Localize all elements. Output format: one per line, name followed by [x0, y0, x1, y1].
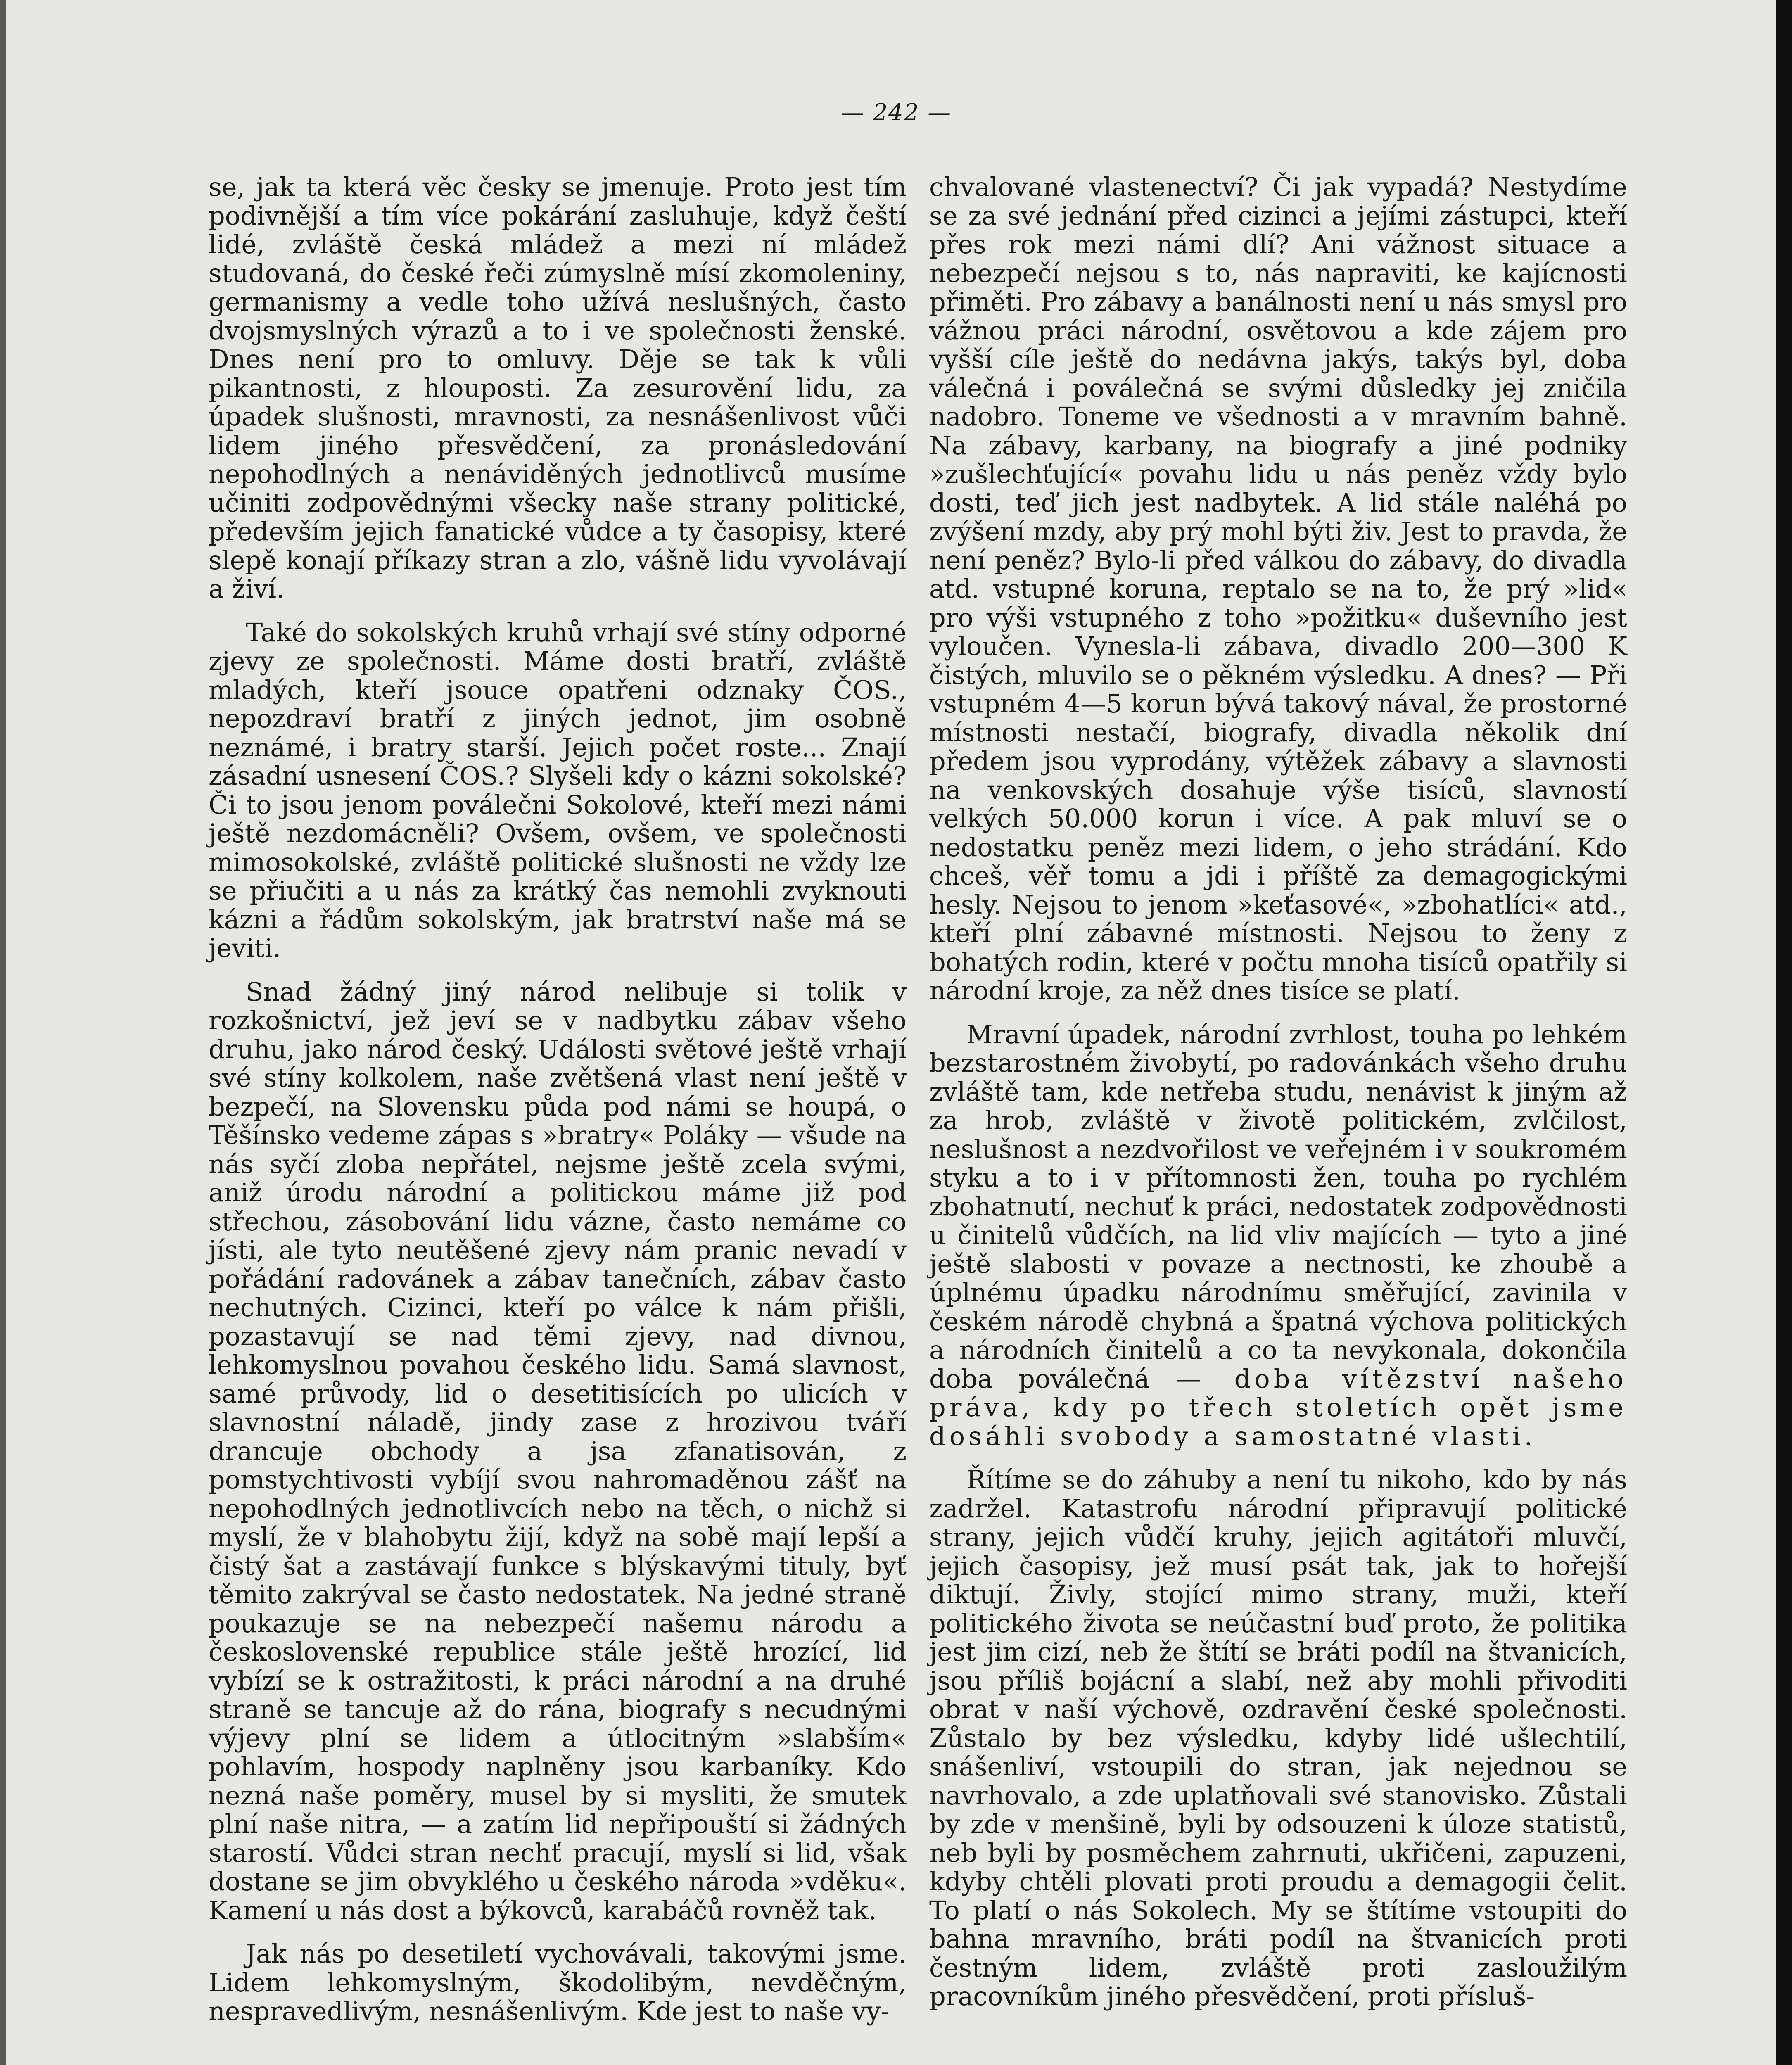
paragraph: Jak nás po desetiletí vychovávali, takovými jsme. Lidem lehkomyslným, škodolibým, nevděčným, nespravedlivým, nesnášenlivým. Kde jest to naše vy-	[209, 1939, 907, 2026]
page-number: — 242 —	[840, 99, 952, 126]
left-column	[209, 173, 907, 2026]
paragraph: chvalované vlastenectví? Či jak vypadá? Nestydíme se za své jednání před cizinci a jejími zástupci, kteří přes rok mezi námi dlí? Ani vážnost situace a nebezpečí nejsou s to, nás napraviti, ke kajícnosti přiměti. Pro zábavy a banálnosti není u nás smysl pro vážnou práci národní, osvětovou a kde zájem pro vyšší cíle ještě do nedávna jakýs, takýs byl, doba válečná i poválečná se svými důsledky jej zničila nadobro. Toneme ve všednosti a v mravním bahně. Na zábavy, karbany, na biografy a jiné podniky »zušlechťující« povahu lidu u nás peněz vždy bylo dosti, teď jich jest nadbytek. A lid stále naléhá po zvýšení mzdy, aby prý mohl býti živ. Jest to pravda, že není peněz? Bylo-li před válkou do zábavy, do divadla atd. vstupné koruna, reptalo se na to, že prý »lid« pro výši vstupného z toho »požitku« duševního jest vyloučen. Vynesla-li zábava, divadlo 200—300 K čistých, mluvilo se o pěkném výsledku. A dnes? — Při vstupném 4—5 korun bývá takový nával, že prostorné místnosti nestačí, biografy, divadla několik dní předem jsou vyprodány, výtěžek zábavy a slavnosti na venkovských dosahuje výše tisíců, slavností velkých 50.000 korun i více. A pak mluví se o nedostatku peněz mezi lidem, o jeho strádání. Kdo chceš, věř tomu a jdi i příště za demagogickými hesly. Nejsou to jenom »keťasové«, »zbohatlíci« atd., kteří plní zábavné místnosti. Nejsou to ženy z bohatých rodin, které v počtu mnoha tisíců opatřily si národní kroje, za něž dnes tisíce se platí.	[929, 172, 1627, 1006]
paragraph: Také do sokolských kruhů vrhají své stíny odporné zjevy ze společnosti. Máme dosti bratří, zvláště mladých, kteří jsouce opatřeni odznaky ČOS., nepozdraví bratří z jiných jednot, jim osobně neznámé, i bratry starší. Jejich počet roste... Znají zásadní usnesení ČOS.? Slyšeli kdy o kázni sokolské? Či to jsou jenom poválečni Sokolové, kteří mezi námi ještě nezdomácněli? Ovšem, ovšem, ve společnosti mimosokolské, zvláště politické slušnosti ne vždy lze se přiučiti a u nás za krátký čas nemohli zvyknouti kázni a řádům sokolským, jak bratrství naše má se jeviti.	[209, 617, 907, 963]
paragraph-text: Mravní úpadek, národní zvrhlost, touha po lehkém bezstarostném živobytí, po radovánkách všeho druhu zvláště tam, kde netřeba studu, nenávist k jiným až za hrob, zvláště v životě politickém, zvlčilost, neslušnost a nezdvořilost ve veřejném i v soukromém styku a to i v přítomnosti žen, touha po rychlém zbohatnutí, nechuť k práci, nedostatek zodpovědnosti u činitelů vůdčích, na lid vliv majících — tyto a jiné ještě slabosti v povaze a nectnosti, ke zhoubě a úplnému úpadku národnímu směřující, zavinila v českém národě chybná a špatná výchova politických a národních činitelů a co ta nevykonala, dokončila doba poválečná	[929, 1019, 1627, 1394]
spaced-emphasis: — doba vítězství našeho práva, kdy po třech stoletích opět jsme dosáhli svobody a samostatné vlasti.	[929, 1363, 1627, 1451]
paragraph: se, jak ta která věc česky se jmenuje. Proto jest tím podivnější a tím více pokárání zasluhuje, když čeští lidé, zvláště česká mládež a mezi ní mládež studovaná, do české řeči zúmyslně mísí zkomoleniny, germanismy a vedle toho užívá neslušných, často dvojsmyslných výrazů a to i ve společnosti ženské. Dnes není pro to omluvy. Děje se tak k vůli pikantnosti, z hlouposti. Za zesurovění lidu, za úpadek slušnosti, mravnosti, za nesnášenlivost vůči lidem jiného přesvědčení, za pronásledování nepohodlných a nenáviděných jednotlivců musíme učiniti zodpovědnými všecky naše strany politické, především jejich fanatické vůdce a ty časopisy, které slepě konají příkazy stran a zlo, vášně lidu vyvolávají a živí.	[209, 172, 907, 604]
right-column	[929, 173, 1627, 2011]
paragraph	[929, 1020, 1627, 1451]
paragraph: Řítíme se do záhuby a není tu nikoho, kdo by nás zadržel. Katastrofu národní připravují politické strany, jejich vůdčí kruhy, jejich agitátoři mluvčí, jejich časopisy, jež musí psát tak, jak to hořejší diktují. Živly, stojící mimo strany, muži, kteří politického života se neúčastní buď proto, že politika jest jim cizí, neb že štítí se bráti podíl na štvanicích, jsou příliš bojácní a slabí, než aby mohli přivoditi obrat v naší výchově, ozdravění české společnosti. Zůstalo by bez výsledku, kdyby lidé ušlechtilí, snášenliví, vstoupili do stran, jak nejednou se navrhovalo, a zde uplatňovali své stanovisko. Zůstali by zde v menšině, byli by odsouzeni k úloze statistů, neb byli by posměchem zahrnuti, ukřičeni, zapuzeni, kdyby chtěli plovati proti proudu a demagogii čelit. To platí o nás Sokolech. My se štítíme vstoupiti do bahna mravního, bráti podíl na štvanicích proti čestným lidem, zvláště proti zasloužilým pracovníkům jiného přesvědčení, proti přísluš-	[929, 1464, 1627, 2011]
paragraph: Snad žádný jiný národ nelibuje si tolik v rozkošnictví, jež jeví se v nadbytku zábav všeho druhu, jako národ český. Události světové ještě vrhají své stíny kolkolem, naše zvětšená vlast není ještě v bezpečí, na Slovensku půda pod námi se houpá, o Těšínsko vedeme zápas s »bratry« Poláky — všude na nás syčí zloba nepřátel, nejsme ještě zcela svými, aniž úrodu národní a politickou máme již pod střechou, zásobování lidu vázne, často nemáme co jísti, ale tyto neutěšené zjevy nám pranic nevadí v pořádání radovánek a zábav tanečních, zábav často nechutných. Cizinci, kteří po válce k nám přišli, pozastavují se nad těmi zjevy, nad divnou, lehkomyslnou povahou českého lidu. Samá slavnost, samé průvody, lid o desetitisících po ulicích v slavnostní náladě, jindy zase z hrozivou tváří drancuje obchody a jsa zfanatisován, z pomstychtivosti vybíjí svou nahromaděnou zášť na nepohodlných jednotlivcích nebo na těch, o nichž si myslí, že v blahobytu žijí, když na sobě mají lepší a čistý šat a zastávají funkce s blýskavými tituly, byť těmito zakrýval se často nedostatek. Na jedné straně poukazuje se na nebezpečí našemu národu a československé republice stále ještě hrozící, lid vybízí se k ostražitosti, k práci národní a na druhé straně se tancuje až do rána, biografy s necudnými výjevy plní se lidem a útlocitným »slabším« pohlavím, hospody naplněny jsou karbaníky. Kdo nezná naše poměry, musel by si mysliti, že smutek plní naše nitra, — a zatím lid nepřipouští si žádných starostí. Vůdci stran nechť pracují, myslí si lid, však dostane se jim obvyklého u českého národa »vděku«. Kamení u nás dost a býkovců, karabáčů rovněž tak.	[209, 976, 907, 1925]
